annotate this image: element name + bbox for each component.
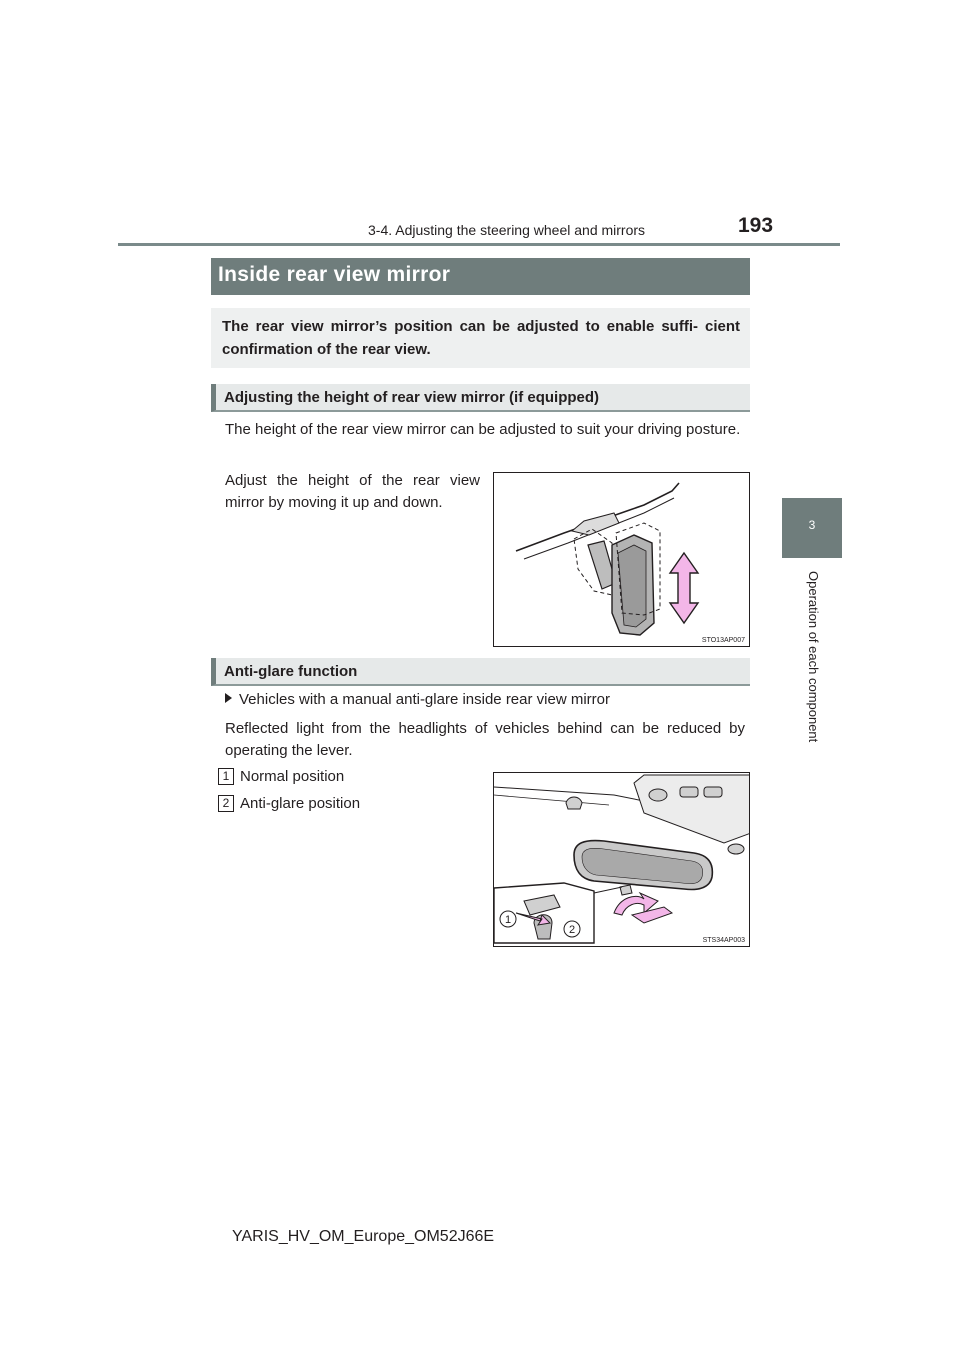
figure-code: STO13AP007 (701, 637, 745, 644)
list-item (218, 795, 360, 812)
item-label: Normal position (240, 768, 345, 785)
callout-2: 2 (568, 924, 576, 936)
list-item (218, 768, 344, 785)
section-title: Inside rear view mirror (211, 258, 750, 295)
chapter-tab (782, 498, 842, 558)
anti-glare-illustration (493, 772, 750, 947)
header-section-title: 3-4. Adjusting the steering wheel and mirrors (368, 222, 646, 238)
triangle-bullet-icon (225, 693, 232, 703)
item-label: Anti-glare position (240, 795, 361, 812)
document-id: YARIS_HV_OM_Europe_OM52J66E (232, 1228, 495, 1245)
header-rule (118, 243, 840, 246)
chapter-title: Operation of each component (806, 571, 821, 743)
height-adjust-paragraph: The height of the rear view mirror can be adjusted to suit your driving posture. (225, 421, 741, 438)
callout-1: 1 (504, 914, 512, 926)
mirror-height-illustration (493, 472, 750, 647)
anti-glare-drawing (494, 773, 750, 947)
item-number: 1 (218, 768, 234, 785)
height-adjust-heading: Adjusting the height of rear view mirror (if equipped) (211, 384, 750, 412)
item-number: 2 (218, 795, 234, 812)
mirror-height-drawing (494, 473, 750, 647)
page-number: 193 (738, 214, 774, 237)
height-adjust-instruction: Adjust the height of the rear view mirror by moving it up and down. (225, 472, 480, 511)
anti-glare-bullet (225, 691, 610, 708)
anti-glare-heading: Anti-glare function (211, 658, 750, 686)
intro-box: The rear view mirror’s position can be adjusted to enable suffi- cient confirmation of the rear view. (211, 308, 750, 368)
chapter-number: 3 (808, 518, 816, 532)
anti-glare-paragraph: Reflected light from the headlights of vehicles behind can be reduced by operating the lever. (225, 720, 745, 759)
figure-code: STS34AP003 (702, 937, 745, 944)
anti-glare-bullet-text: Vehicles with a manual anti-glare inside rear view mirror (239, 691, 610, 708)
